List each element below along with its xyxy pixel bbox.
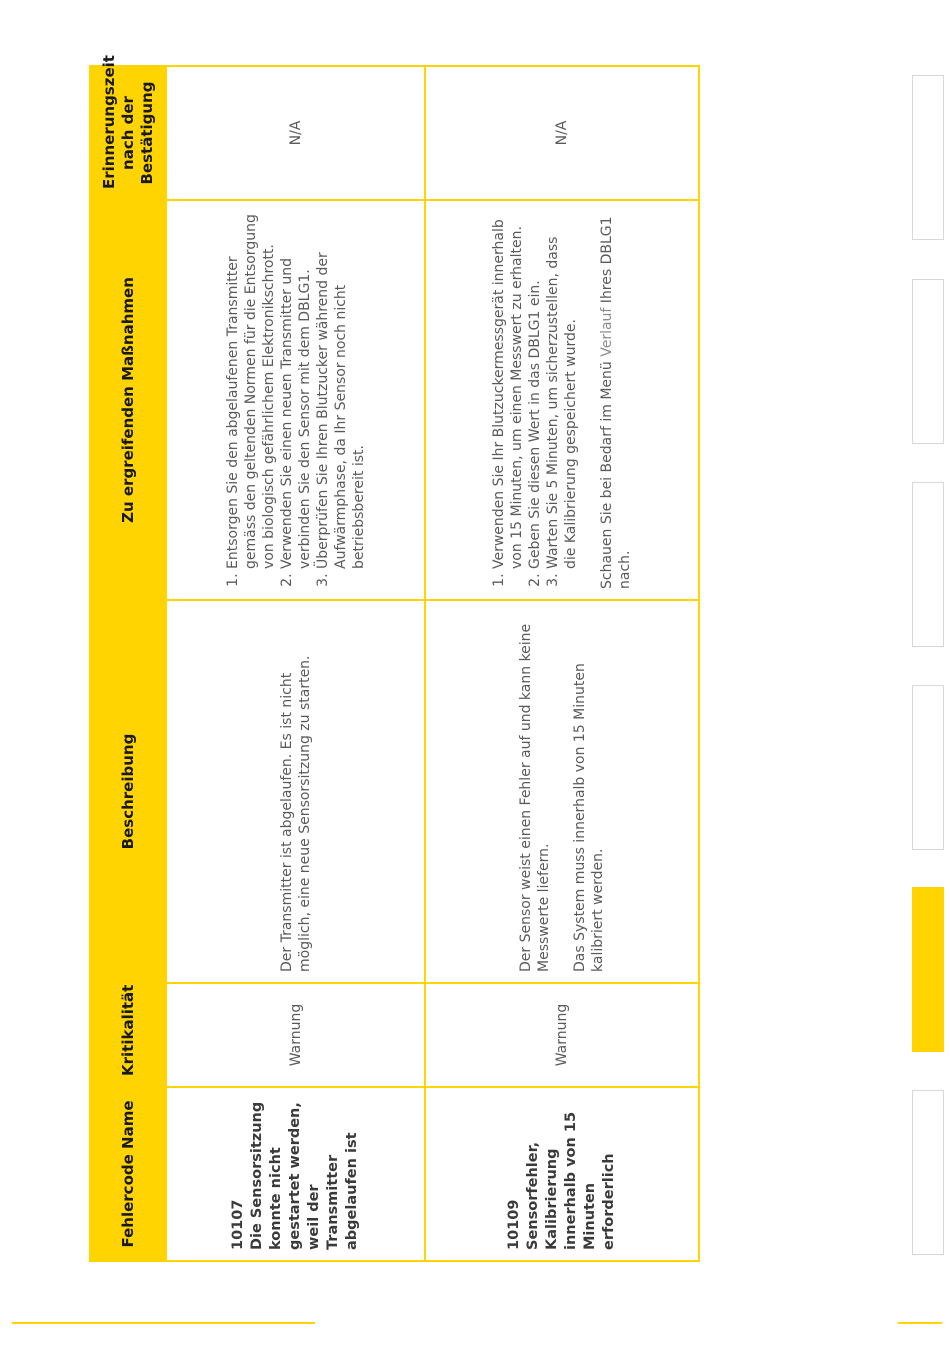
description-text: Der Sensor weist einen Fehler auf und kann keine Messwerte liefern. [518,623,552,972]
chapter-tab-6[interactable] [912,1090,944,1255]
chapter-tab-4[interactable] [912,685,944,850]
error-code: 10109 [506,1199,522,1250]
criticality-cell: Warnung [166,983,425,1087]
reminder-cell: N/A [425,66,699,200]
footer-rule-left [12,1322,315,1324]
action-item: 3. Überprüfen Sie Ihren Blutzucker während der Aufwärmphase, da Ihr Sensor noch nicht betriebsbereit ist. [314,211,368,569]
header-criticality: Kritikalität [90,983,166,1087]
actions-cell [425,200,699,600]
note-text: Schauen Sie bei Bedarf im Menü [599,356,615,589]
chapter-tab-5-active[interactable] [912,887,944,1052]
header-description: Beschreibung [90,600,166,983]
note-text: Ihres DBLG1 nach. [599,216,633,589]
error-name: Die Sensorsitzung konnte nicht gestartet werden, weil der Transmitter abgelaufen ist [249,1101,360,1250]
chapter-tab-2[interactable] [912,279,944,444]
action-item: 2. Geben Sie diesen Wert in das DBLG1 ein. [526,211,544,569]
action-item: 3. Warten Sie 5 Minuten, um sicherzustellen, dass die Kalibrierung gespeichert wurde. [544,211,580,569]
description-text: Das System muss innerhalb von 15 Minuten kalibriert werden. [572,663,606,972]
footer-rule-right [898,1322,942,1324]
header-reminder: Erinnerungszeit nach der Bestätigung [90,66,166,200]
action-item: 2. Verwenden Sie einen neuen Transmitter und verbinden Sie den Sensor mit dem DBLG1. [278,211,314,569]
error-code-name-cell [425,1087,699,1261]
history-menu-link: Verlauf [599,307,615,357]
actions-list [224,211,368,589]
history-note [598,211,634,589]
table-header-row [90,66,166,1261]
table-row [425,66,699,1261]
error-table [89,55,700,1262]
header-actions: Zu ergreifenden Maßnahmen [90,200,166,600]
chapter-tab-1[interactable] [912,75,944,240]
action-item: 1. Entsorgen Sie den abgelaufenen Transmitter gemäss den geltenden Normen für die Entsorgung von biologisch gefährlichem Elektronikschrott. [224,211,278,569]
error-name: Sensorfehler, Kalibrierung innerhalb von 15 Minuten erforderlich [525,1111,617,1250]
action-item: 1. Verwenden Sie Ihr Blutzuckermessgerät innerhalb von 15 Minuten, um einen Messwert zu erhalten. [490,211,526,569]
description-cell [166,600,425,983]
actions-cell [166,200,425,600]
error-table-rotated [89,55,700,1262]
error-code: 10107 [230,1199,246,1250]
table-row [166,66,425,1261]
actions-list [490,211,580,589]
description-text: Der Transmitter ist abgelaufen. Es ist nicht möglich, eine neue Sensorsitzung zu starten. [278,655,313,972]
header-code-name: Fehlercode Name [90,1087,166,1261]
reminder-cell: N/A [166,66,425,200]
description-cell [425,600,699,983]
error-code-name-cell [166,1087,425,1261]
criticality-cell: Warnung [425,983,699,1087]
chapter-tab-3[interactable] [912,482,944,647]
